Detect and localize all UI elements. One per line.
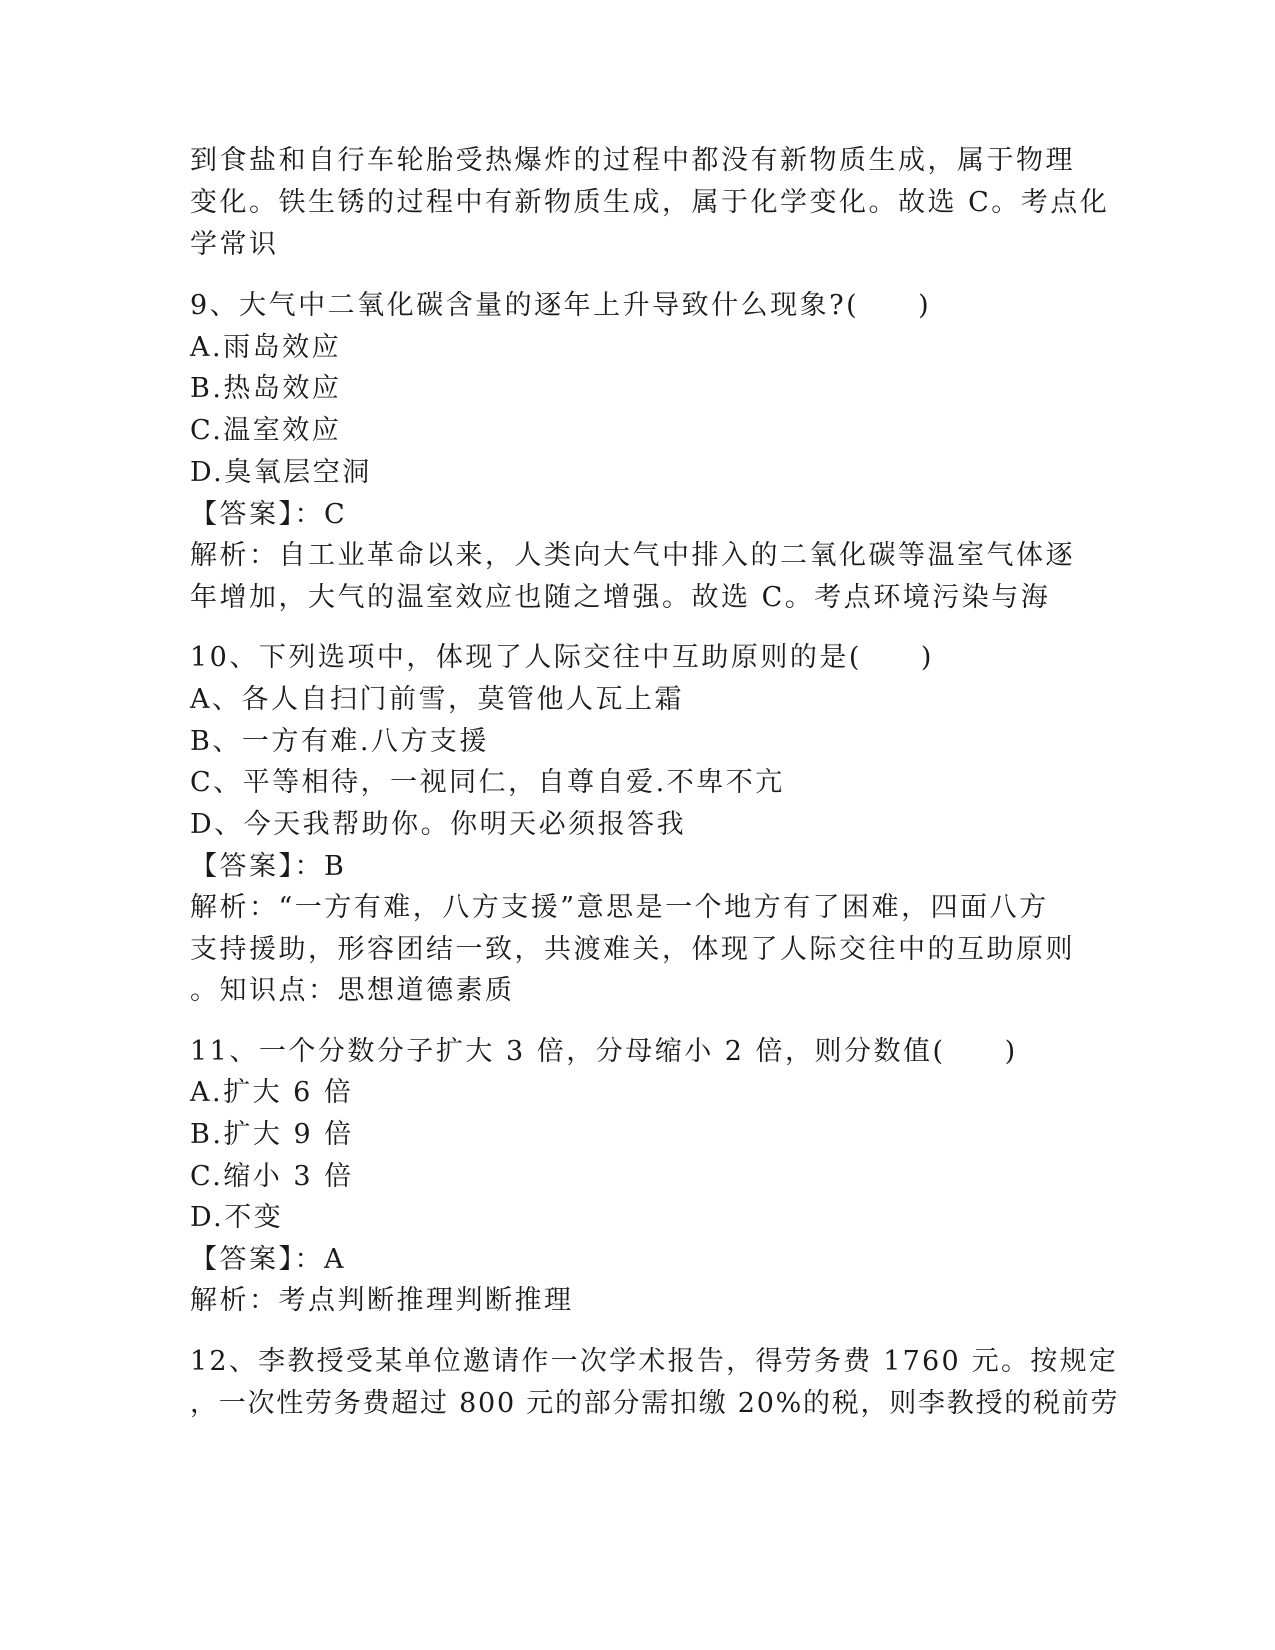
question-9-option-b: B.热岛效应 [190,373,342,404]
question-9-analysis: 解析：自工业革命以来，人类向大气中排入的二氧化碳等温室气体逐 [190,540,1075,571]
question-11-option-c: C.缩小 3 倍 [190,1161,354,1192]
question-10-answer: 【答案】：B [190,851,347,882]
intro-line: 学常识 [190,229,279,260]
question-12-text: 12、李教授受某单位邀请作一次学术报告，得劳务费 1760 元。按规定 [190,1346,1118,1377]
question-11-option-d: D.不变 [190,1202,284,1233]
question-10-analysis: 。知识点：思想道德素质 [190,975,515,1006]
question-9-answer: 【答案】：C [190,499,348,530]
question-11-text: 11、一个分数分子扩大 3 倍，分母缩小 2 倍，则分数值( ) [190,1036,1018,1067]
question-11-answer: 【答案】：A [190,1244,346,1275]
question-10-analysis: 支持援助，形容团结一致，共渡难关，体现了人际交往中的互助原则 [190,934,1075,965]
intro-line: 到食盐和自行车轮胎受热爆炸的过程中都没有新物质生成，属于物理 [190,145,1075,176]
question-10-option-c: C、平等相待，一视同仁，自尊自爱.不卑不亢 [190,767,785,798]
question-10-option-a: A、各人自扫门前雪，莫管他人瓦上霜 [190,684,684,715]
question-11-option-a: A.扩大 6 倍 [190,1077,354,1108]
question-11-option-b: B.扩大 9 倍 [190,1119,354,1150]
question-11-analysis: 解析：考点判断推理判断推理 [190,1285,574,1316]
question-9-option-d: D.臭氧层空洞 [190,457,372,488]
question-12-text: ，一次性劳务费超过 800 元的部分需扣缴 20%的税，则李教授的税前劳 [190,1388,1120,1419]
question-10-analysis: 解析：“一方有难，八方支援”意思是一个地方有了困难，四面八方 [190,892,1049,923]
question-9-option-a: A.雨岛效应 [190,332,342,363]
question-10-option-b: B、一方有难.八方支援 [190,726,489,757]
question-9-option-c: C.温室效应 [190,415,342,446]
question-10-text: 10、下列选项中，体现了人际交往中互助原则的是( ) [190,642,934,673]
question-10-option-d: D、今天我帮助你。你明天必须报答我 [190,809,687,840]
intro-line: 变化。铁生锈的过程中有新物质生成，属于化学变化。故选 C。考点化 [190,187,1110,218]
question-9-analysis: 年增加，大气的温室效应也随之增强。故选 C。考点环境污染与海 [190,582,1051,613]
question-9-text: 9、大气中二氧化碳含量的逐年上升导致什么现象?( ) [190,290,932,321]
